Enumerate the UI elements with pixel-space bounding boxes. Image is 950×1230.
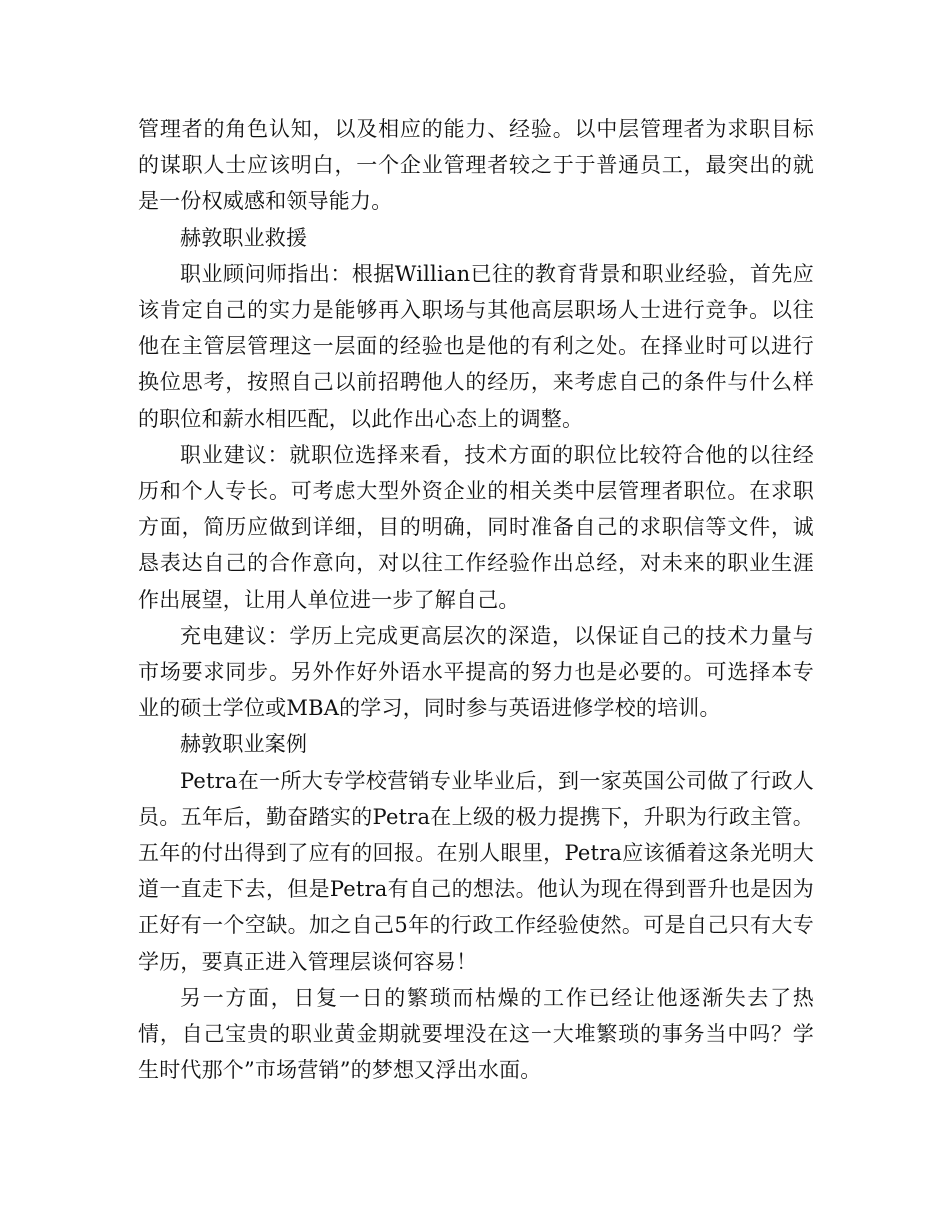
paragraph-training-advice: 充电建议：学历上完成更高层次的深造，以保证自己的技术力量与市场要求同步。另外作好外语水平提高的努力也是必要的。可选择本专业的硕士学位或MBA的学习，同时参与英语进修学校的培训。	[138, 623, 814, 721]
paragraph-career-advice: 职业建议：就职位选择来看，技术方面的职位比较符合他的以往经历和个人专长。可考虑大型外资企业的相关类中层管理者职位。在求职方面，简历应做到详细，目的明确，同时准备自己的求职信等文件，诚恳表达自己的合作意向，对以往工作经验作出总经，对未来的职业生涯作出展望，让用人单位进一步了解自己。	[138, 442, 814, 612]
paragraph-continued: 管理者的角色认知，以及相应的能力、经验。以中层管理者为求职目标的谋职人士应该明白，一个企业管理者较之于于普通员工，最突出的就是一份权威感和领导能力。	[138, 117, 814, 214]
paragraph-advisor: 职业顾问师指出：根据Willian已往的教育背景和职业经验，首先应该肯定自己的实力是能够再入职场与其他高层职场人士进行竞争。以往他在主管层管理这一层面的经验也是他的有利之处。在择业时可以进行换位思考，按照自己以前招聘他人的经历，来考虑自己的条件与什么样的职位和薪水相匹配，以此作出心态上的调整。	[138, 261, 814, 431]
section-heading-rescue: 赫敦职业救援	[180, 225, 308, 250]
paragraph-case-other-side: 另一方面，日复一日的繁琐而枯燥的工作已经让他逐渐失去了热情，自己宝贵的职业黄金期就要埋没在这一大堆繁琐的事务当中吗？学生时代那个”市场营销”的梦想又浮出水面。	[138, 985, 814, 1083]
paragraph-case-petra: Petra在一所大专学校营销专业毕业后，到一家英国公司做了行政人员。五年后，勤奋踏实的Petra在上级的极力提携下，升职为行政主管。五年的付出得到了应有的回报。在别人眼里，Petra应该循着这条光明大道一直走下去，但是Petra有自己的想法。他认为现在得到晋升也是因为正好有一个空缺。加之自己5年的行政工作经验使然。可是自己只有大专学历，要真正进入管理层谈何容易！	[138, 768, 814, 974]
document-body	[138, 111, 814, 1088]
section-heading-case: 赫敦职业案例	[180, 732, 308, 757]
